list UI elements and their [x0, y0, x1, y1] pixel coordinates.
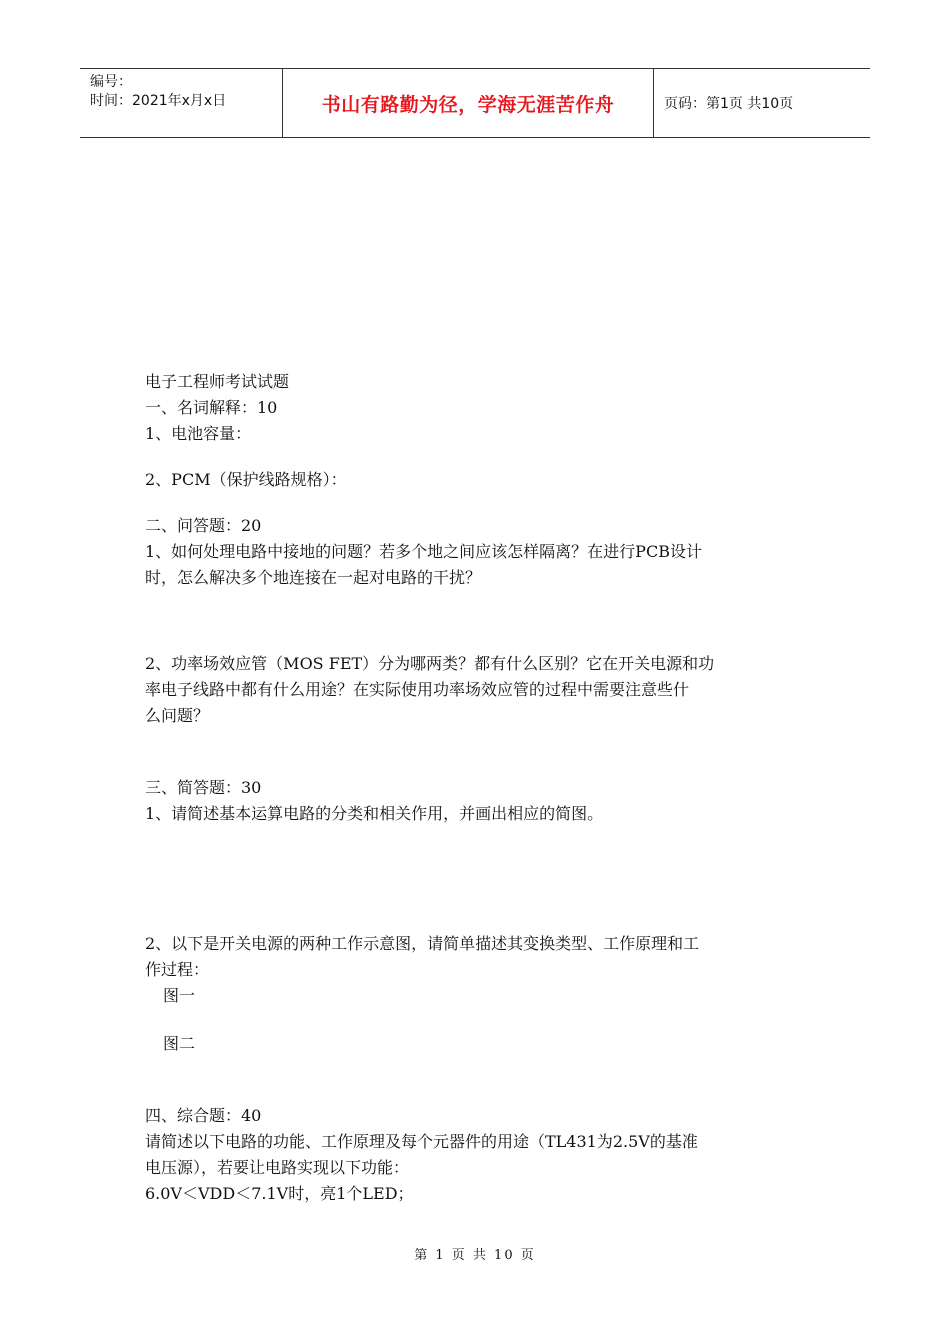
section-heading: 三、简答题：30: [145, 778, 262, 797]
question-text: 时，怎么解决多个地连接在一起对电路的干扰？: [145, 568, 482, 587]
page-header: [80, 68, 870, 138]
question-text: 请简述以下电路的功能、工作原理及每个元器件的用途（TL431为2.5V的基准: [145, 1132, 698, 1151]
question-text: 1、请简述基本运算电路的分类和相关作用，并画出相应的简图。: [145, 804, 604, 823]
header-motto: 书山有路勤为径，学海无涯苦作舟: [282, 69, 654, 137]
header-meta: [80, 69, 282, 137]
section-heading: 二、问答题：20: [145, 516, 262, 535]
document-title: 电子工程师考试试题: [145, 372, 290, 391]
header-page-info: 页码：第1页 共10页: [664, 96, 794, 112]
question-text: 2、PCM（保护线路规格）：: [145, 470, 347, 489]
page-footer: 第 1 页 共 10 页: [414, 1248, 536, 1263]
question-text: 作过程：: [145, 960, 210, 979]
document-date-label: 时间：2021年x月x日: [90, 93, 227, 109]
question-text: 2、功率场效应管（MOS FET）分为哪两类？都有什么区别？它在开关电源和功: [145, 654, 715, 673]
question-text: 2、以下是开关电源的两种工作示意图，请简单描述其变换类型、工作原理和工: [145, 934, 700, 953]
question-text: 6.0V＜VDD＜7.1V时，亮1个LED；: [145, 1184, 414, 1203]
section-heading: 四、综合题：40: [145, 1106, 262, 1125]
document-number-label: 编号：: [90, 74, 132, 90]
document-body: [145, 369, 810, 1207]
section-heading: 一、名词解释：10: [145, 398, 278, 417]
question-text: 1、如何处理电路中接地的问题？若多个地之间应该怎样隔离？在进行PCB设计: [145, 542, 702, 561]
question-text: 么问题？: [145, 706, 210, 725]
question-text: 1、电池容量：: [145, 424, 252, 443]
question-text: 电压源），若要让电路实现以下功能：: [145, 1158, 410, 1177]
question-text: 率电子线路中都有什么用途？在实际使用功率场效应管的过程中需要注意些什: [145, 680, 690, 699]
figure-label: 图一: [163, 986, 196, 1005]
figure-label: 图二: [163, 1034, 196, 1053]
